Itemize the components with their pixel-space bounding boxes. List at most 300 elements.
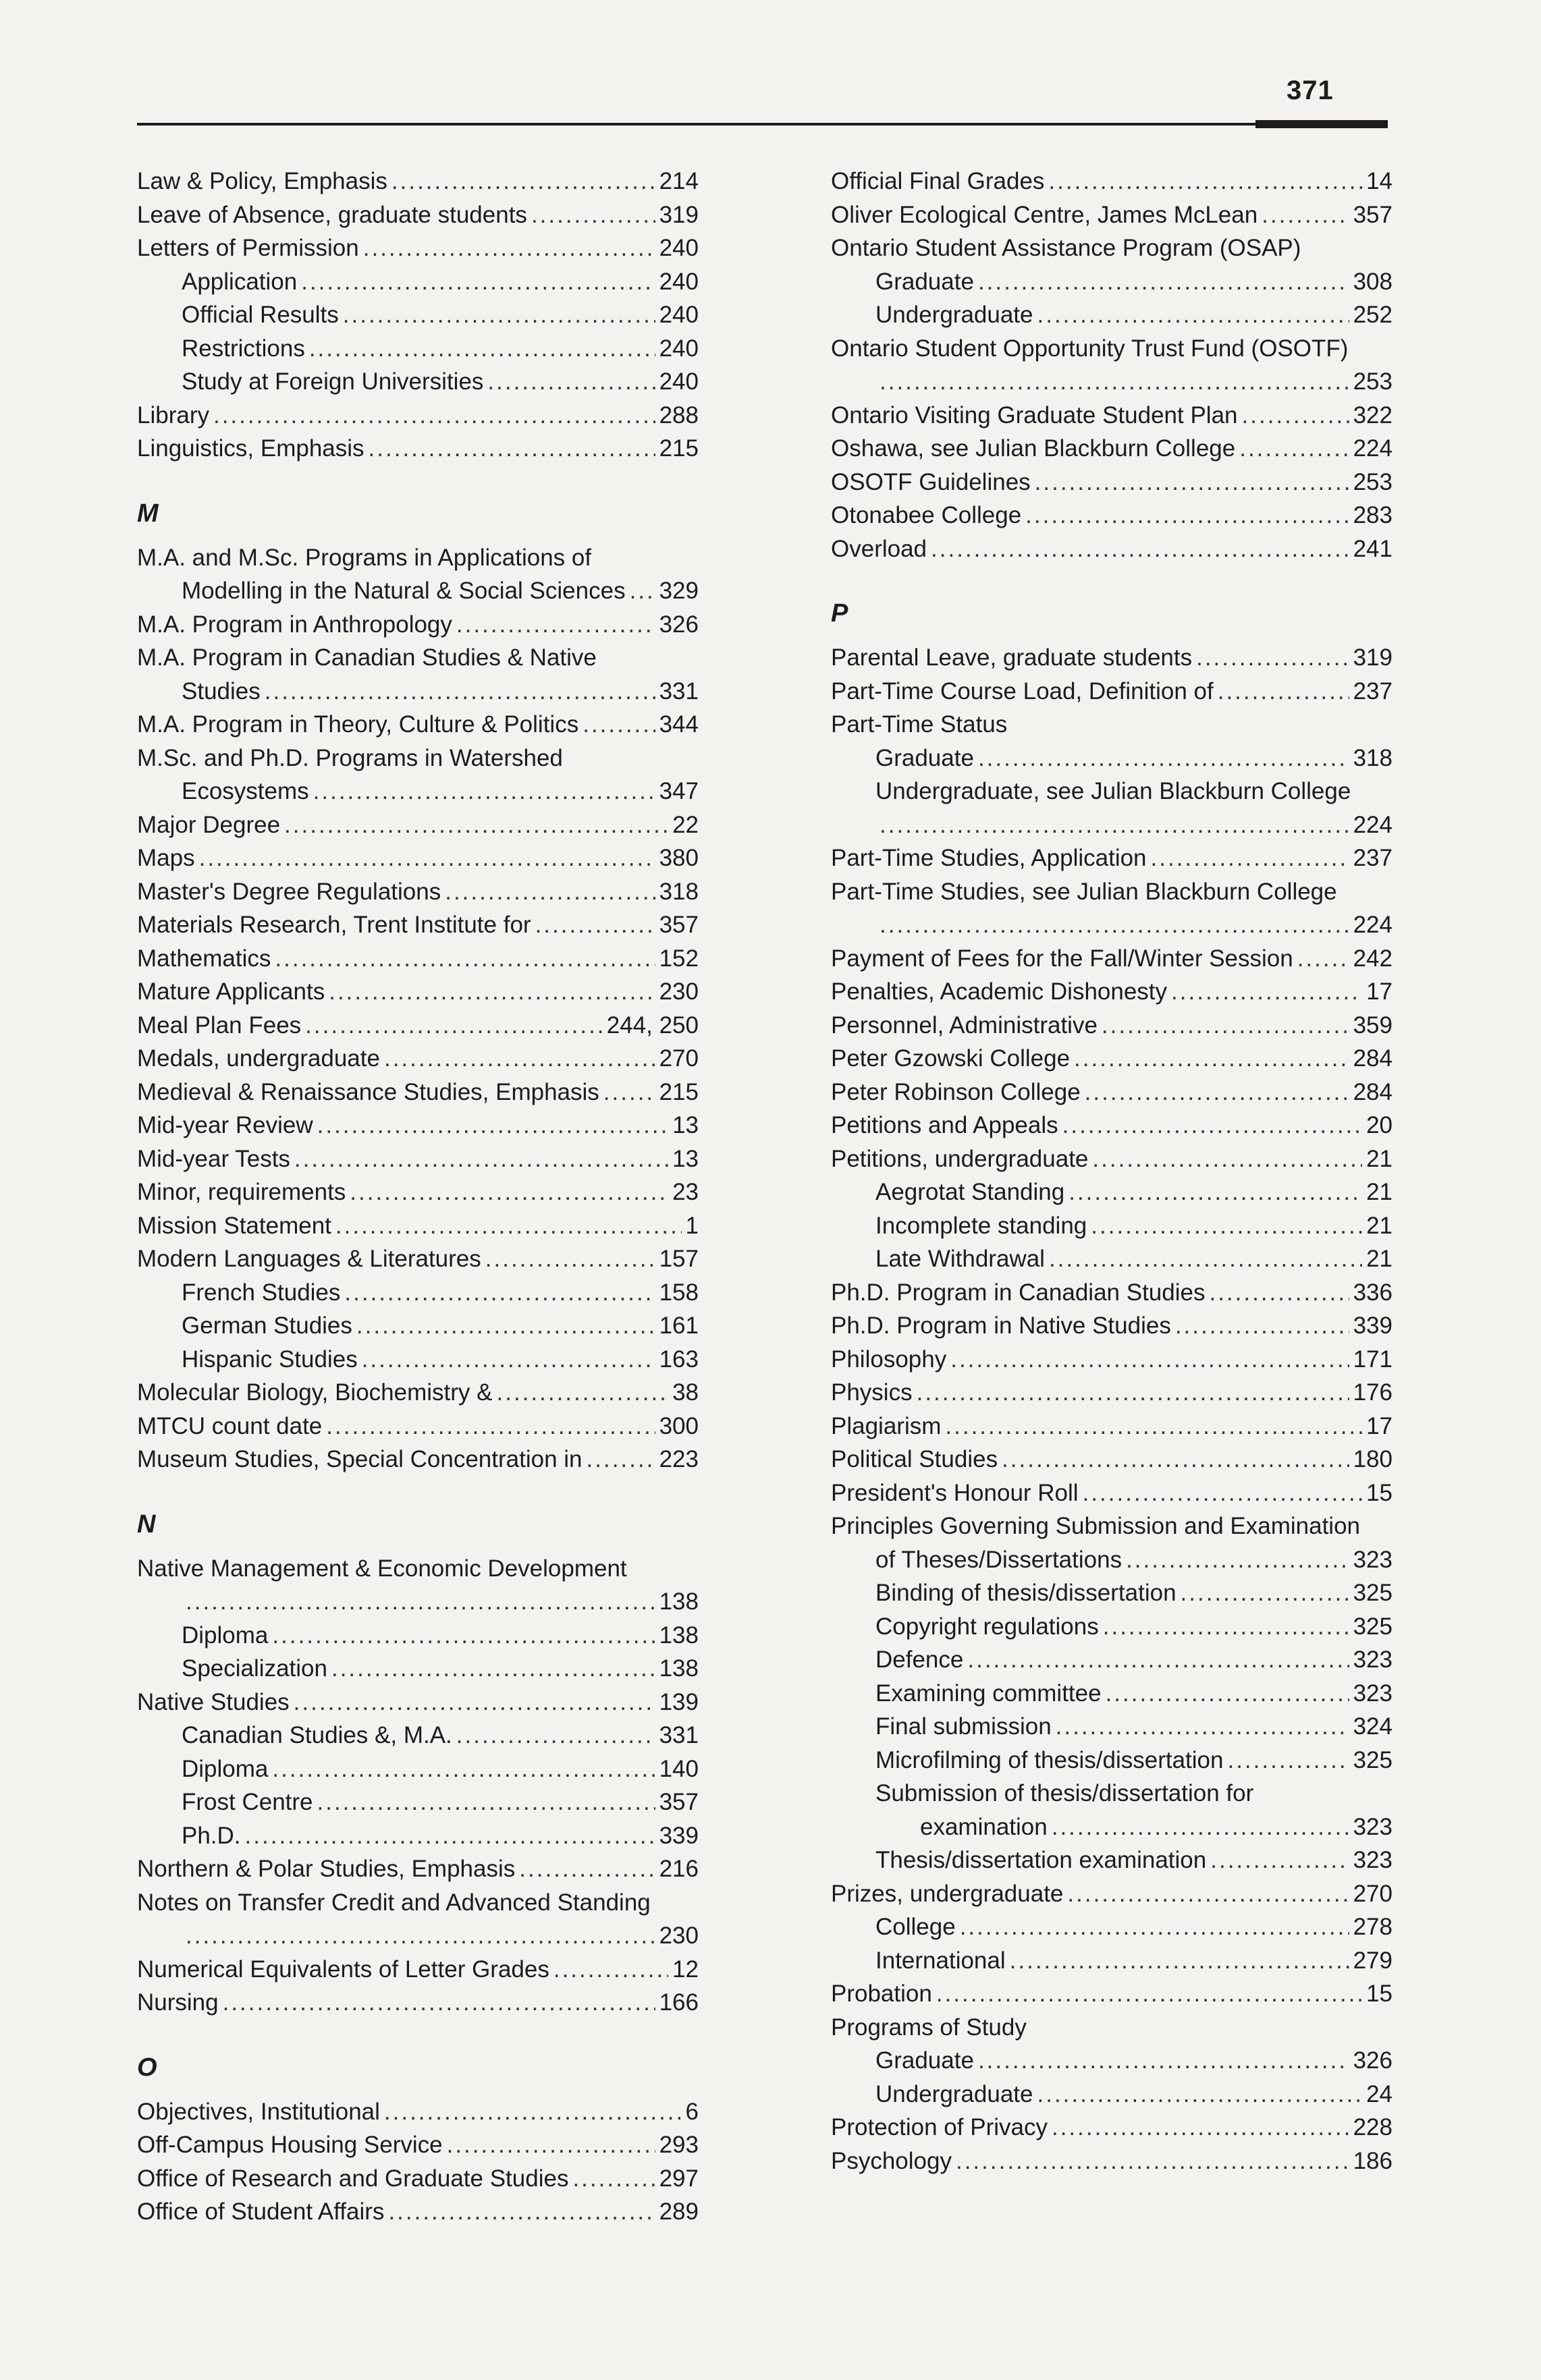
- dot-leader: [1126, 1543, 1349, 1577]
- index-entry: [137, 198, 699, 232]
- index-entry-label: Official Results: [182, 302, 339, 328]
- index-entry-label: Submission of thesis/dissertation for: [875, 1780, 1254, 1806]
- dot-leader: [1151, 841, 1349, 875]
- dot-leader: [1052, 1810, 1349, 1844]
- index-entry: [831, 775, 1393, 808]
- section-letter-heading: O: [137, 2053, 157, 2082]
- index-entry: [137, 332, 699, 366]
- index-entry: [831, 2044, 1393, 2078]
- index-entry: [831, 1877, 1393, 1911]
- index-entry-label: M.A. and M.Sc. Programs in Applications of: [137, 544, 592, 571]
- index-entry: [137, 841, 699, 875]
- index-entry: [137, 1852, 699, 1886]
- dot-leader: [1239, 432, 1349, 466]
- index-entry-label: of Theses/Dissertations: [875, 1546, 1123, 1573]
- index-entry: [137, 2095, 699, 2129]
- index-entry: [831, 841, 1393, 875]
- index-entry-page: 344: [659, 711, 699, 738]
- index-entry-label: Diploma: [182, 1755, 269, 1782]
- dot-leader: [1002, 1443, 1349, 1476]
- dot-leader: [1106, 1677, 1349, 1711]
- index-entry-label: Prizes, undergraduate: [831, 1880, 1064, 1907]
- index-entry-page: 331: [659, 1722, 699, 1748]
- index-entry-label: Plagiarism: [831, 1412, 942, 1439]
- dot-leader: [1056, 1710, 1349, 1744]
- index-entry-page: 244, 250: [606, 1012, 699, 1039]
- index-entry-label: Hispanic Studies: [182, 1346, 358, 1373]
- index-entry-page: 289: [659, 2198, 699, 2225]
- index-entry-label: Probation: [831, 1981, 932, 2007]
- index-entry-label: Linguistics, Emphasis: [137, 435, 364, 462]
- index-entry-page: 325: [1353, 1613, 1393, 1640]
- index-entry: [137, 908, 699, 942]
- section-spacer: [137, 466, 699, 486]
- index-entry: [831, 1543, 1393, 1577]
- index-entry-label: Undergraduate: [875, 2080, 1033, 2107]
- index-entry-label: French Studies: [182, 1279, 341, 1306]
- index-entry-page: 357: [659, 912, 699, 938]
- index-entry: [137, 808, 699, 842]
- index-entry-label: Medals, undergraduate: [137, 1045, 380, 1072]
- dot-leader: [519, 1852, 655, 1886]
- index-entry-label: Graduate: [875, 2047, 974, 2074]
- index-entry-label: Off-Campus Housing Service: [137, 2132, 443, 2158]
- index-entry: [831, 1777, 1393, 1810]
- index-entry-label: Objectives, Institutional: [137, 2098, 380, 2125]
- dot-leader: [587, 1443, 655, 1476]
- index-entry: [137, 541, 699, 575]
- index-entry: [137, 1209, 699, 1243]
- index-entry-label: examination: [920, 1813, 1048, 1840]
- index-entry-page: 279: [1353, 1947, 1393, 1974]
- index-entry: [831, 399, 1393, 433]
- dot-leader: [445, 875, 655, 909]
- dot-leader: [309, 332, 655, 366]
- index-entry-page: 240: [659, 235, 699, 261]
- index-entry-label: Programs of Study: [831, 2014, 1027, 2041]
- index-entry: [137, 1410, 699, 1443]
- index-entry: [137, 1652, 699, 1686]
- index-entry: [137, 231, 699, 265]
- index-entry-page: 240: [659, 268, 699, 295]
- index-entry: [137, 742, 699, 775]
- index-entry-label: Petitions, undergraduate: [831, 1145, 1089, 1172]
- index-entry: [831, 532, 1393, 566]
- dot-leader: [272, 1619, 655, 1653]
- index-entry-page: 13: [672, 1145, 699, 1172]
- index-entry: [137, 975, 699, 1009]
- dot-leader: [1262, 198, 1349, 232]
- index-entry-label: Personnel, Administrative: [831, 1012, 1098, 1039]
- dot-leader: [497, 1376, 669, 1410]
- index-entry: [137, 1142, 699, 1176]
- index-entry-label: Notes on Transfer Credit and Advanced Standing: [137, 1889, 651, 1916]
- index-entry-label: Aegrotat Standing: [875, 1179, 1065, 1205]
- index-entry: [831, 1810, 1393, 1844]
- index-entry: [831, 742, 1393, 775]
- dot-leader: [1175, 1309, 1349, 1343]
- dot-leader: [456, 608, 655, 642]
- dot-leader: [213, 399, 655, 433]
- index-entry-page: 166: [659, 1989, 699, 2016]
- index-entry: [831, 298, 1393, 332]
- index-entry-label: Office of Research and Graduate Studies: [137, 2165, 569, 2192]
- index-entry-label: Studies: [182, 677, 261, 704]
- index-entry-label: Microfilming of thesis/dissertation: [875, 1746, 1224, 1773]
- index-entry-page: 323: [1353, 1847, 1393, 1873]
- index-entry: [137, 574, 699, 608]
- index-entry: [137, 1042, 699, 1076]
- index-entry: [831, 942, 1393, 976]
- index-entry-page: 336: [1353, 1279, 1393, 1306]
- dot-leader: [917, 1376, 1349, 1410]
- index-entry-page: 326: [1353, 2047, 1393, 2074]
- index-entry-label: Materials Research, Trent Institute for: [137, 912, 531, 938]
- index-entry-page: 323: [1353, 1680, 1393, 1707]
- index-entry-page: 326: [659, 611, 699, 638]
- dot-leader: [1049, 1242, 1362, 1276]
- dot-leader: [956, 2144, 1349, 2178]
- index-entry: [137, 2128, 699, 2162]
- dot-leader: [950, 1343, 1349, 1377]
- index-entry-label: Philosophy: [831, 1346, 947, 1373]
- index-entry-label: Major Degree: [137, 811, 281, 838]
- index-entry-label: Oshawa, see Julian Blackburn College: [831, 435, 1236, 462]
- index-entry-label: Modelling in the Natural & Social Sciences: [182, 578, 626, 604]
- index-entry: [831, 365, 1393, 399]
- index-entry: [831, 1109, 1393, 1142]
- index-entry-page: 13: [672, 1112, 699, 1138]
- index-entry-label: Canadian Studies &, M.A.: [182, 1722, 452, 1748]
- index-entry: [137, 1619, 699, 1653]
- index-entry-label: Numerical Equivalents of Letter Grades: [137, 1956, 549, 1983]
- index-entry-page: 176: [1353, 1379, 1393, 1406]
- index-entry-label: Mature Applicants: [137, 978, 325, 1005]
- index-entry-page: 237: [1353, 677, 1393, 704]
- index-entry: [831, 1710, 1393, 1744]
- index-column-right: [831, 165, 1393, 2178]
- dot-leader: [553, 1953, 668, 1987]
- index-entry: [831, 499, 1393, 532]
- index-entry-page: 215: [659, 435, 699, 462]
- section-letter-heading: N: [137, 1510, 156, 1539]
- index-entry-page: 215: [659, 1078, 699, 1105]
- dot-leader: [317, 1109, 668, 1142]
- index-entry-label: Mission Statement: [137, 1212, 331, 1239]
- dot-leader: [199, 841, 655, 875]
- index-entry: [831, 1610, 1393, 1644]
- dot-leader: [1062, 1109, 1362, 1142]
- index-entry: [831, 1042, 1393, 1076]
- index-entry: [831, 2111, 1393, 2144]
- dot-leader: [880, 908, 1349, 942]
- index-entry-label: Principles Governing Submission and Examination: [831, 1513, 1361, 1539]
- index-entry-page: 240: [659, 335, 699, 362]
- dot-leader: [350, 1175, 668, 1209]
- dot-leader: [1037, 2078, 1363, 2111]
- index-entry: [137, 1109, 699, 1142]
- index-entry: [137, 1686, 699, 1719]
- dot-leader: [317, 1786, 655, 1819]
- index-entry-page: 228: [1353, 2114, 1393, 2140]
- index-entry-page: 6: [685, 2098, 699, 2125]
- index-entry-page: 12: [672, 1956, 699, 1983]
- index-entry: [831, 165, 1393, 198]
- index-entry: [137, 1343, 699, 1377]
- index-entry-page: 38: [672, 1379, 699, 1406]
- index-entry: [831, 1944, 1393, 1978]
- section-spacer: [137, 2020, 699, 2040]
- index-entry-label: Study at Foreign Universities: [182, 368, 484, 395]
- index-entry-page: 331: [659, 677, 699, 704]
- index-entry-page: 152: [659, 945, 699, 972]
- index-entry-page: 224: [1353, 811, 1393, 838]
- index-entry-page: 288: [659, 402, 699, 428]
- index-entry-label: Political Studies: [831, 1446, 998, 1472]
- index-entry-label: Parental Leave, graduate students: [831, 644, 1193, 671]
- index-entry: [137, 1175, 699, 1209]
- dot-leader: [978, 265, 1349, 299]
- index-entry: [137, 432, 699, 466]
- dot-leader: [384, 2095, 682, 2129]
- index-entry-label: Frost Centre: [182, 1789, 313, 1815]
- dot-leader: [329, 975, 655, 1009]
- index-entry-page: 171: [1353, 1346, 1393, 1373]
- index-entry-page: 324: [1353, 1713, 1393, 1740]
- index-entry-label: International: [875, 1947, 1006, 1974]
- index-entry-page: 180: [1353, 1446, 1393, 1472]
- index-entry-label: Modern Languages & Literatures: [137, 1246, 481, 1272]
- index-entry-page: 157: [659, 1246, 699, 1272]
- index-entry: [831, 1443, 1393, 1476]
- index-entry-label: Part-Time Studies, Application: [831, 845, 1147, 871]
- index-entry-page: 186: [1353, 2147, 1393, 2174]
- index-entry-label: Graduate: [875, 744, 974, 771]
- dot-leader: [272, 1752, 655, 1786]
- index-entry: [831, 1910, 1393, 1944]
- index-entry: [831, 1476, 1393, 1510]
- index-entry-label: Nursing: [137, 1989, 219, 2016]
- index-entry: [137, 1886, 699, 1920]
- dot-leader: [485, 1242, 655, 1276]
- index-entry-page: 241: [1353, 535, 1393, 562]
- dot-leader: [1181, 1576, 1349, 1610]
- index-entry: [137, 1443, 699, 1476]
- index-entry: [831, 1744, 1393, 1777]
- index-entry-label: Oliver Ecological Centre, James McLean: [831, 201, 1258, 228]
- dot-leader: [186, 1585, 655, 1619]
- dot-leader: [583, 708, 655, 742]
- dot-leader: [1227, 1744, 1349, 1777]
- index-entry: [831, 908, 1393, 942]
- dot-leader: [1052, 2111, 1349, 2144]
- dot-leader: [456, 1719, 655, 1752]
- index-entry-page: 216: [659, 1856, 699, 1882]
- index-entry-page: 14: [1366, 168, 1393, 194]
- dot-leader: [384, 1042, 655, 1076]
- index-entry-label: President's Honour Roll: [831, 1479, 1079, 1506]
- index-entry: [831, 975, 1393, 1009]
- index-entry-label: Late Withdrawal: [875, 1246, 1045, 1272]
- dot-leader: [284, 808, 668, 842]
- index-entry-page: 357: [1353, 201, 1393, 228]
- dot-leader: [1025, 499, 1349, 532]
- index-entry: [831, 198, 1393, 232]
- index-entry-label: Mid-year Review: [137, 1112, 313, 1138]
- index-entry: [137, 942, 699, 976]
- section-spacer: [831, 565, 1393, 586]
- index-entry-label: Defence: [875, 1646, 964, 1673]
- dot-leader: [880, 808, 1349, 842]
- index-entry-page: 20: [1366, 1112, 1393, 1138]
- dot-leader: [335, 1209, 682, 1243]
- index-entry-label: Ph.D. Program in Native Studies: [831, 1312, 1171, 1339]
- dot-leader: [535, 908, 655, 942]
- header-rule: [137, 123, 1388, 126]
- index-entry-label: Final submission: [875, 1713, 1052, 1740]
- index-entry-page: 224: [1353, 435, 1393, 462]
- index-entry-label: Native Studies: [137, 1688, 290, 1715]
- index-entry-page: 252: [1353, 302, 1393, 328]
- dot-leader: [275, 942, 655, 976]
- index-column-left: [137, 165, 699, 2229]
- index-entry-label: Minor, requirements: [137, 1179, 346, 1205]
- index-entry: [831, 1076, 1393, 1109]
- index-entry-page: 163: [659, 1346, 699, 1373]
- index-entry-page: 319: [1353, 644, 1393, 671]
- index-entry-page: 21: [1366, 1246, 1393, 1272]
- index-entry: [831, 1410, 1393, 1443]
- index-entry: [831, 875, 1393, 909]
- index-entry: [137, 399, 699, 433]
- index-entry-page: 230: [659, 1922, 699, 1949]
- index-entry: [137, 1819, 699, 1853]
- index-entry-label: Copyright regulations: [875, 1613, 1099, 1640]
- index-entry-label: MTCU count date: [137, 1412, 323, 1439]
- dot-leader: [1074, 1042, 1349, 1076]
- index-entry: [137, 1752, 699, 1786]
- index-entry-page: 1: [685, 1212, 699, 1239]
- index-entry-label: Museum Studies, Special Concentration in: [137, 1446, 583, 1472]
- dot-leader: [356, 1309, 655, 1343]
- index-entry: [831, 1309, 1393, 1343]
- index-entry-page: 318: [659, 878, 699, 905]
- dot-leader: [1091, 1209, 1362, 1243]
- section-letter-heading: M: [137, 499, 159, 528]
- index-entry: [831, 641, 1393, 675]
- index-entry-page: 15: [1366, 1981, 1393, 2007]
- index-entry-label: Incomplete standing: [875, 1212, 1087, 1239]
- dot-leader: [186, 1919, 655, 1953]
- index-entry: [137, 1986, 699, 2020]
- index-entry-page: 138: [659, 1655, 699, 1682]
- index-entry-page: 253: [1353, 368, 1393, 395]
- index-entry-page: 284: [1353, 1078, 1393, 1105]
- index-entry-page: 139: [659, 1688, 699, 1715]
- index-entry-page: 270: [1353, 1880, 1393, 1907]
- dot-leader: [1103, 1610, 1349, 1644]
- index-entry-label: Ph.D.: [182, 1822, 241, 1849]
- index-entry: [831, 2011, 1393, 2045]
- index-entry: [137, 1276, 699, 1310]
- index-entry-page: 21: [1366, 1145, 1393, 1172]
- index-entry-label: Master's Degree Regulations: [137, 878, 441, 905]
- dot-leader: [936, 1977, 1362, 2011]
- index-entry-label: Binding of thesis/dissertation: [875, 1580, 1177, 1606]
- index-entry-label: Northern & Polar Studies, Emphasis: [137, 1856, 516, 1882]
- index-entry: [137, 1009, 699, 1043]
- index-entry-label: Otonabee College: [831, 502, 1022, 528]
- index-entry-label: Ontario Visiting Graduate Student Plan: [831, 402, 1238, 428]
- dot-leader: [245, 1819, 655, 1853]
- dot-leader: [1035, 466, 1349, 499]
- dot-leader: [1171, 975, 1362, 1009]
- index-entry-page: 21: [1366, 1212, 1393, 1239]
- index-entry-label: Graduate: [875, 268, 974, 295]
- index-entry-label: Physics: [831, 1379, 913, 1406]
- index-entry: [831, 1276, 1393, 1310]
- dot-leader: [1085, 1076, 1349, 1109]
- dot-leader: [1069, 1175, 1362, 1209]
- index-entry-page: 214: [659, 168, 699, 194]
- index-entry: [137, 298, 699, 332]
- index-entry-label: Part-Time Studies, see Julian Blackburn College: [831, 878, 1337, 905]
- index-entry-label: Thesis/dissertation examination: [875, 1847, 1207, 1873]
- index-entry-page: 240: [659, 368, 699, 395]
- index-entry-label: Diploma: [182, 1622, 269, 1649]
- index-entry: [137, 1719, 699, 1752]
- page-number: 371: [1287, 76, 1334, 105]
- index-entry: [831, 1510, 1393, 1543]
- index-entry-label: Protection of Privacy: [831, 2114, 1048, 2140]
- index-entry-page: 380: [659, 845, 699, 871]
- dot-leader: [362, 1343, 655, 1377]
- index-entry: [831, 1242, 1393, 1276]
- index-entry-label: Examining committee: [875, 1680, 1102, 1707]
- index-entry: [831, 1643, 1393, 1677]
- index-entry-label: Psychology: [831, 2147, 952, 2174]
- index-entry-label: Meal Plan Fees: [137, 1012, 302, 1039]
- index-entry-page: 359: [1353, 1012, 1393, 1039]
- dot-leader: [487, 365, 655, 399]
- index-entry-page: 15: [1366, 1479, 1393, 1506]
- dot-leader: [1092, 1142, 1362, 1176]
- index-entry: [831, 1576, 1393, 1610]
- index-entry-page: 270: [659, 1045, 699, 1072]
- index-entry: [137, 165, 699, 198]
- index-entry-label: Part-Time Course Load, Definition of: [831, 677, 1214, 704]
- index-entry-page: 323: [1353, 1546, 1393, 1573]
- index-entry: [831, 1677, 1393, 1711]
- index-entry: [831, 466, 1393, 499]
- index-entry-label: M.A. Program in Theory, Culture & Politics: [137, 711, 579, 738]
- index-entry: [831, 2144, 1393, 2178]
- dot-leader: [1067, 1877, 1349, 1911]
- dot-leader: [967, 1643, 1349, 1677]
- index-entry-page: 140: [659, 1755, 699, 1782]
- dot-leader: [1048, 165, 1362, 198]
- index-entry: [831, 1376, 1393, 1410]
- index-entry-page: 278: [1353, 1914, 1393, 1940]
- index-entry-page: 318: [1353, 744, 1393, 771]
- index-entry: [137, 775, 699, 808]
- dot-leader: [447, 2128, 655, 2162]
- index-entry: [137, 365, 699, 399]
- index-entry: [831, 1343, 1393, 1377]
- index-entry: [137, 265, 699, 299]
- dot-leader: [331, 1652, 655, 1686]
- index-entry-label: Specialization: [182, 1655, 327, 1682]
